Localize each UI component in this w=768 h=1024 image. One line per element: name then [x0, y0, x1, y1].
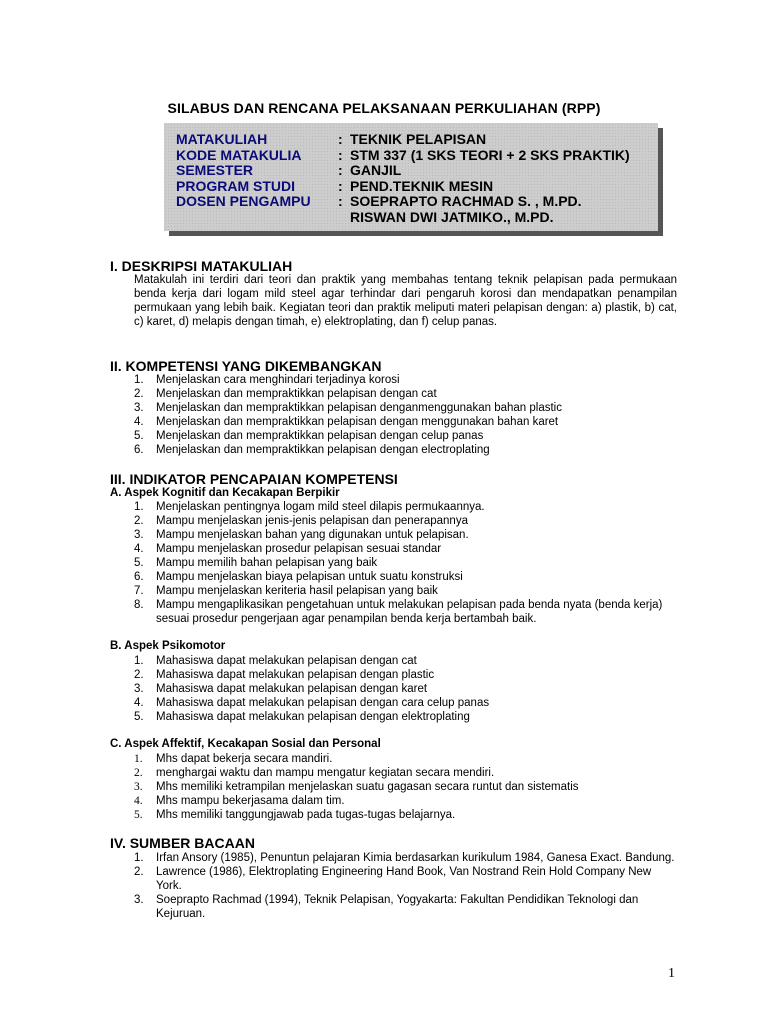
list-item-text: Mampu menjelaskan prosedur pelapisan sesuai standar	[156, 543, 442, 555]
section-1-heading: I. DESKRIPSI MATAKULIAH	[110, 258, 293, 274]
info-row	[176, 179, 658, 195]
list-item-number: 8.	[134, 599, 144, 611]
list-item-text: Mhs mampu bekerjasama dalam tim.	[156, 795, 345, 807]
page-number: 1	[668, 966, 675, 981]
list-item-number: 5.	[134, 430, 144, 442]
psychomotor-list	[134, 654, 676, 724]
list-item-number: 1.	[134, 501, 144, 513]
list-item-text: Menjelaskan dan mempraktikkan pelapisan dengan electroplating	[156, 444, 490, 456]
list-item-text: Menjelaskan dan mempraktikkan pelapisan dengan celup panas	[156, 430, 484, 442]
document-title: SILABUS DAN RENCANA PELAKSANAAN PERKULIAHAN (RPP)	[167, 100, 601, 116]
list-item-number: 3.	[134, 402, 144, 414]
list-item-number: 4.	[134, 543, 144, 555]
list-item	[134, 808, 676, 822]
list-item-text: Mampu menjelaskan keriteria hasil pelapisan yang baik	[156, 585, 438, 597]
list-item	[134, 598, 676, 626]
info-row	[176, 210, 658, 226]
info-label	[176, 210, 338, 226]
list-item-text: Irfan Ansory (1985), Penuntun pelajaran Kimia berdasarkan kurikulum 1984, Ganesa Exact. Bandung.	[156, 852, 675, 864]
competency-list	[134, 373, 676, 457]
list-item-text: Mahasiswa dapat melakukan pelapisan dengan cara celup panas	[156, 697, 490, 709]
list-item-number: 2.	[134, 388, 144, 400]
list-item-number: 2.	[134, 767, 143, 779]
info-label: SEMESTER	[176, 162, 254, 178]
section-4-heading: IV. SUMBER BACAAN	[110, 835, 255, 851]
list-item	[134, 556, 676, 570]
list-item-text: Lawrence (1986), Elektroplating Engineering Hand Book, Van Nostrand Rein Hold Company New York.	[156, 866, 652, 892]
list-item-text: Mhs memiliki ketrampilan menjelaskan suatu gagasan secara runtut dan sistematis	[156, 781, 579, 793]
list-item	[134, 443, 676, 457]
list-item	[134, 373, 676, 387]
list-item-text: menghargai waktu dan mampu mengatur kegiatan secara mendiri.	[156, 767, 495, 779]
section-1-description: Matakulah ini terdiri dari teori dan praktik yang membahas tentang teknik pelapisan pada permukaan benda kerja dari logam mild steel agar terhindar dari pengaruh korosi dan mendapatkan penampilan permukaan yang lebih baik. Kegiatan teori dan praktik meliputi materi pelapisan dengan: a) plastik, b) cat, c) karet, d) melapis dengan timah, e) elektroplating, dan f) celup panas.	[134, 274, 677, 328]
list-item	[134, 528, 676, 542]
aspect-c-heading: C. Aspek Affektif, Kecakapan Sosial dan Personal	[110, 738, 381, 750]
list-item-text: Mhs memiliki tanggungjawab pada tugas-tugas belajarnya.	[156, 809, 456, 821]
list-item	[134, 570, 676, 584]
list-item-number: 1.	[134, 655, 144, 667]
list-item-text: Soeprapto Rachmad (1994), Teknik Pelapisan, Yogyakarta: Fakultan Pendidikan Teknologi dan Kejuruan.	[156, 894, 639, 920]
info-row	[176, 148, 658, 164]
list-item-text: Mampu menjelaskan biaya pelapisan untuk suatu konstruksi	[156, 571, 463, 583]
list-item-number: 4.	[134, 697, 144, 709]
list-item-text: Mampu mengaplikasikan pengetahuan untuk melakukan pelapisan pada benda nyata (benda kerja) sesuai prosedur pengerjaan agar penampilan benda kerja bertambah baik.	[156, 599, 663, 625]
list-item	[134, 668, 676, 682]
list-item-number: 4.	[134, 795, 143, 807]
list-item	[134, 415, 676, 429]
info-label: KODE MATAKULIA	[176, 146, 302, 163]
list-item-number: 1.	[134, 852, 144, 864]
list-item	[134, 766, 676, 780]
list-item-text: Menjelaskan pentingnya logam mild steel dilapis permukaannya.	[156, 501, 485, 513]
info-value: STM 337 (1 SKS TEORI + 2 SKS PRAKTIK)	[350, 146, 630, 163]
list-item	[134, 865, 676, 893]
info-value: PEND.TEKNIK MESIN	[350, 177, 494, 194]
cognitive-list	[134, 500, 676, 626]
list-item-text: Mhs dapat bekerja secara mandiri.	[156, 753, 333, 765]
info-value: GANJIL	[350, 162, 402, 178]
section-3-heading: III. INDIKATOR PENCAPAIAN KOMPETENSI	[110, 471, 398, 487]
list-item	[134, 794, 676, 808]
info-row	[176, 163, 658, 179]
info-value: SOEPRAPTO RACHMAD S. , M.PD.	[350, 193, 582, 209]
list-item-number: 6.	[134, 571, 144, 583]
info-value: TEKNIK PELAPISAN	[350, 131, 487, 147]
info-row	[176, 132, 658, 148]
aspect-b-heading: B. Aspek Psikomotor	[110, 640, 226, 652]
list-item-text: Mampu menjelaskan bahan yang digunakan untuk pelapisan.	[156, 529, 469, 541]
list-item	[134, 780, 676, 794]
course-info-box	[164, 123, 658, 231]
info-separator: :	[338, 146, 343, 163]
info-separator	[338, 210, 350, 226]
list-item-text: Menjelaskan dan mempraktikkan pelapisan dengan cat	[156, 388, 437, 400]
list-item-number: 4.	[134, 416, 144, 428]
list-item-number: 2.	[134, 866, 144, 878]
list-item-number: 5.	[134, 711, 144, 723]
list-item	[134, 893, 676, 921]
list-item	[134, 429, 676, 443]
list-item-number: 3.	[134, 894, 144, 906]
list-item-text: Mampu memilih bahan pelapisan yang baik	[156, 557, 378, 569]
list-item-number: 3.	[134, 529, 144, 541]
list-item-number: 7.	[134, 585, 144, 597]
info-separator: :	[338, 162, 343, 178]
list-item	[134, 752, 676, 766]
info-value: RISWAN DWI JATMIKO., M.PD.	[350, 208, 554, 225]
list-item	[134, 710, 676, 724]
info-label: DOSEN PENGAMPU	[176, 193, 311, 209]
list-item-text: Mahasiswa dapat melakukan pelapisan dengan cat	[156, 655, 417, 667]
info-separator: :	[338, 177, 343, 194]
list-item-number: 5.	[134, 809, 143, 821]
info-label: MATAKULIAH	[176, 131, 268, 147]
list-item	[134, 851, 676, 865]
list-item-number: 2.	[134, 515, 144, 527]
list-item	[134, 682, 676, 696]
affective-list	[134, 752, 676, 822]
list-item-number: 3.	[134, 781, 143, 793]
list-item-text: Mahasiswa dapat melakukan pelapisan dengan plastic	[156, 669, 435, 681]
list-item	[134, 514, 676, 528]
list-item-text: Menjelaskan cara menghindari terjadinya korosi	[156, 374, 400, 386]
info-row	[176, 194, 658, 210]
list-item-text: Mahasiswa dapat melakukan pelapisan dengan elektroplating	[156, 711, 470, 723]
list-item-number: 3.	[134, 683, 144, 695]
references-list	[134, 851, 676, 921]
list-item	[134, 387, 676, 401]
list-item-text: Menjelaskan dan mempraktikkan pelapisan denganmenggunakan bahan plastic	[156, 402, 562, 414]
list-item-number: 1.	[134, 374, 144, 386]
list-item-number: 6.	[134, 444, 144, 456]
list-item	[134, 542, 676, 556]
list-item-text: Mampu menjelaskan jenis-jenis pelapisan dan penerapannya	[156, 515, 468, 527]
aspect-a-heading: A. Aspek Kognitif dan Kecakapan Berpikir	[110, 487, 340, 499]
list-item-text: Mahasiswa dapat melakukan pelapisan dengan karet	[156, 683, 428, 695]
list-item-number: 1.	[134, 753, 143, 765]
list-item-text: Menjelaskan dan mempraktikkan pelapisan dengan menggunakan bahan karet	[156, 416, 559, 428]
list-item	[134, 696, 676, 710]
info-label: PROGRAM STUDI	[176, 177, 295, 194]
list-item	[134, 500, 676, 514]
list-item-number: 5.	[134, 557, 144, 569]
list-item	[134, 584, 676, 598]
list-item-number: 2.	[134, 669, 144, 681]
section-2-heading: II. KOMPETENSI YANG DIKEMBANGKAN	[110, 358, 382, 374]
info-separator: :	[338, 193, 343, 209]
list-item	[134, 401, 676, 415]
list-item	[134, 654, 676, 668]
info-separator: :	[338, 131, 343, 147]
